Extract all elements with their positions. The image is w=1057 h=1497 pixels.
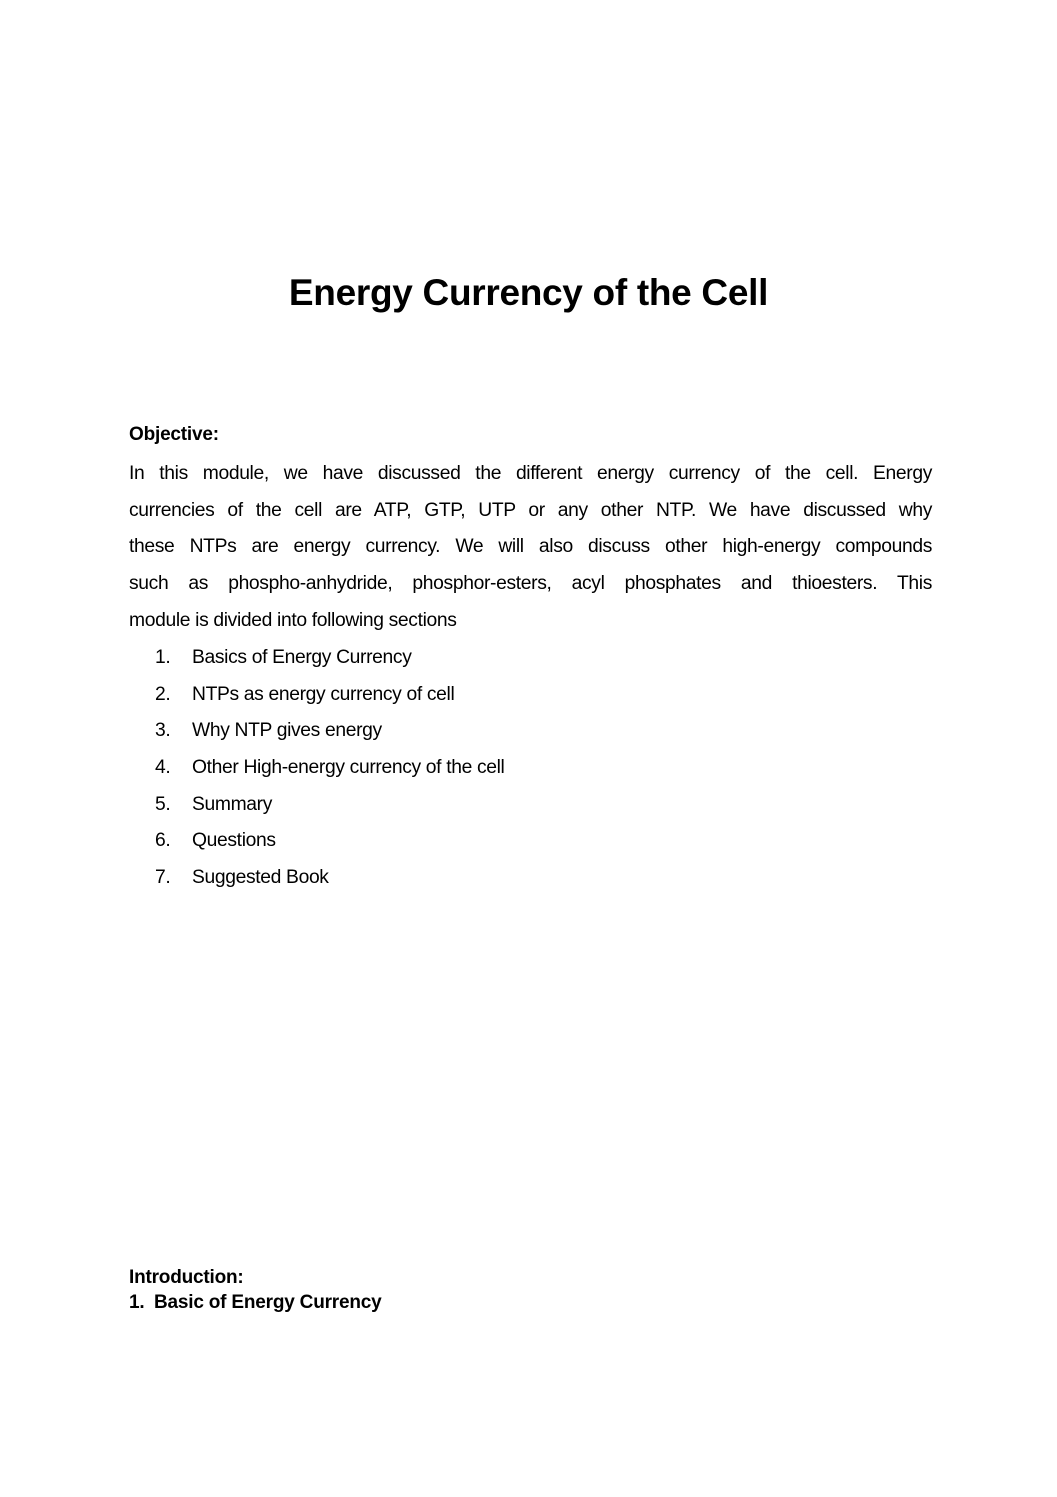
list-item-label: NTPs as energy currency of cell — [192, 683, 455, 705]
list-item-label: Why NTP gives energy — [192, 720, 382, 742]
section-title: Basic of Energy Currency — [154, 1292, 382, 1313]
list-item-label: Summary — [192, 793, 273, 815]
list-item-number: 6. — [155, 830, 171, 852]
sections-list — [155, 640, 505, 897]
list-item-label: Suggested Book — [192, 867, 329, 889]
list-item — [155, 750, 505, 787]
list-item — [155, 677, 505, 714]
section-heading-basic-energy-currency — [129, 1291, 382, 1315]
list-item — [155, 713, 505, 750]
introduction-heading: Introduction: — [129, 1267, 244, 1288]
document-title: Energy Currency of the Cell — [288, 272, 769, 313]
list-item — [155, 860, 505, 897]
objective-line: currencies of the cell are ATP, GTP, UTP or any other NTP. We have discussed why — [129, 499, 932, 521]
list-item — [155, 787, 505, 824]
objective-paragraph — [129, 456, 932, 639]
objective-line: module is divided into following sections — [129, 609, 457, 631]
list-item — [155, 823, 505, 860]
list-item-number: 1. — [155, 647, 171, 668]
list-item-label: Other High-energy currency of the cell — [192, 757, 505, 779]
list-item-number: 4. — [155, 757, 171, 779]
list-item-label: Basics of Energy Currency — [192, 647, 412, 668]
objective-line: such as phospho-anhydride, phosphor-esters, acyl phosphates and thioesters. This — [129, 573, 932, 595]
section-number: 1. — [129, 1292, 145, 1313]
list-item-number: 3. — [155, 720, 171, 742]
list-item-number: 7. — [155, 867, 171, 889]
list-item-number: 5. — [155, 793, 171, 815]
list-item — [155, 640, 505, 677]
objective-line: In this module, we have discussed the different energy currency of the cell. Energy — [129, 463, 932, 484]
objective-line: these NTPs are energy currency. We will also discuss other high-energy compounds — [129, 536, 932, 558]
list-item-label: Questions — [192, 830, 276, 852]
list-item-number: 2. — [155, 683, 171, 705]
objective-heading: Objective: — [129, 424, 219, 445]
